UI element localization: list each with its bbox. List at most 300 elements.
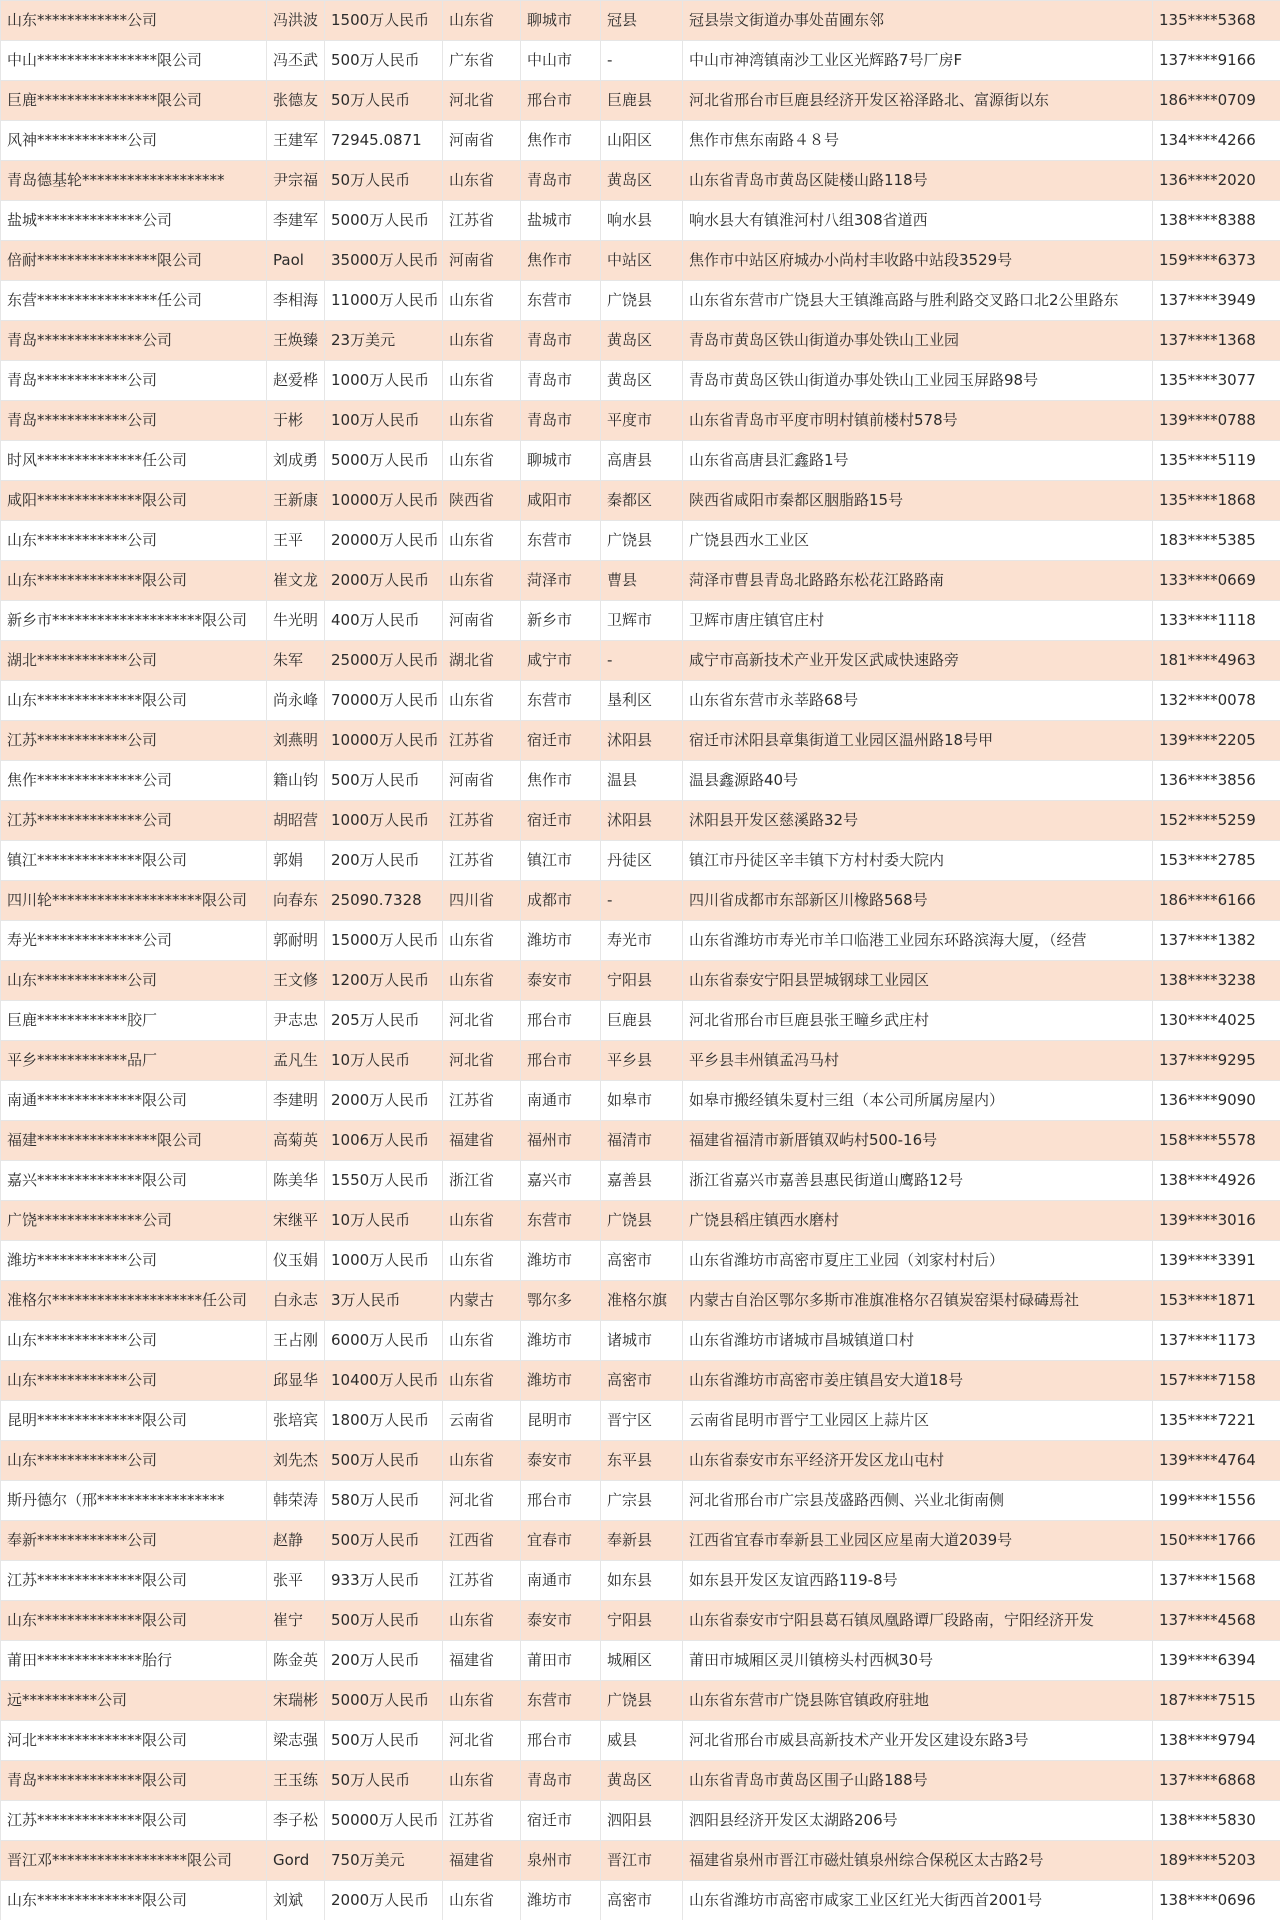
district-cell: 黄岛区 xyxy=(601,361,683,401)
district-cell: 威县 xyxy=(601,1721,683,1761)
city-cell: 昆明市 xyxy=(521,1401,601,1441)
company-name-cell: 湖北************公司 xyxy=(1,641,267,681)
registered-capital-cell: 35000万人民币 xyxy=(325,241,443,281)
phone-cell: 138****4926 xyxy=(1153,1161,1280,1201)
company-name-cell: 嘉兴**************限公司 xyxy=(1,1161,267,1201)
address-cell: 云南省昆明市晋宁工业园区上蒜片区 xyxy=(683,1401,1153,1441)
phone-cell: 135****7221 xyxy=(1153,1401,1280,1441)
district-cell: 秦都区 xyxy=(601,481,683,521)
address-cell: 焦作市中站区府城办小尚村丰收路中站段3529号 xyxy=(683,241,1153,281)
table-row xyxy=(1,1721,1280,1761)
registered-capital-cell: 200万人民币 xyxy=(325,841,443,881)
address-cell: 山东省泰安市东平经济开发区龙山屯村 xyxy=(683,1441,1153,1481)
legal-rep-cell: 冯洪波 xyxy=(267,1,325,41)
district-cell: 巨鹿县 xyxy=(601,1001,683,1041)
legal-rep-cell: 张培宾 xyxy=(267,1401,325,1441)
city-cell: 南通市 xyxy=(521,1081,601,1121)
city-cell: 咸宁市 xyxy=(521,641,601,681)
province-cell: 河北省 xyxy=(443,1721,521,1761)
registered-capital-cell: 1000万人民币 xyxy=(325,361,443,401)
legal-rep-cell: 陈美华 xyxy=(267,1161,325,1201)
address-cell: 咸宁市高新技术产业开发区武咸快速路旁 xyxy=(683,641,1153,681)
company-name-cell: 江苏**************限公司 xyxy=(1,1561,267,1601)
city-cell: 东营市 xyxy=(521,281,601,321)
address-cell: 莆田市城厢区灵川镇榜头村西枫30号 xyxy=(683,1641,1153,1681)
province-cell: 福建省 xyxy=(443,1121,521,1161)
company-name-cell: 晋江邓******************限公司 xyxy=(1,1841,267,1881)
phone-cell: 181****4963 xyxy=(1153,641,1280,681)
district-cell: 晋宁区 xyxy=(601,1401,683,1441)
province-cell: 山东省 xyxy=(443,441,521,481)
address-cell: 福建省泉州市晋江市磁灶镇泉州综合保税区太古路2号 xyxy=(683,1841,1153,1881)
address-cell: 河北省邢台市巨鹿县经济开发区裕泽路北、富源街以东 xyxy=(683,81,1153,121)
legal-rep-cell: Paol xyxy=(267,241,325,281)
province-cell: 山东省 xyxy=(443,361,521,401)
registered-capital-cell: 1000万人民币 xyxy=(325,801,443,841)
phone-cell: 153****1871 xyxy=(1153,1281,1280,1321)
registered-capital-cell: 50万人民币 xyxy=(325,81,443,121)
phone-cell: 137****1568 xyxy=(1153,1561,1280,1601)
phone-cell: 136****9090 xyxy=(1153,1081,1280,1121)
district-cell: 诸城市 xyxy=(601,1321,683,1361)
phone-cell: 134****4266 xyxy=(1153,121,1280,161)
registered-capital-cell: 72945.0871 xyxy=(325,121,443,161)
registered-capital-cell: 1800万人民币 xyxy=(325,1401,443,1441)
company-name-cell: 巨鹿****************限公司 xyxy=(1,81,267,121)
table-row xyxy=(1,881,1280,921)
registered-capital-cell: 3万人民币 xyxy=(325,1281,443,1321)
district-cell: - xyxy=(601,881,683,921)
province-cell: 山东省 xyxy=(443,161,521,201)
company-name-cell: 山东**************限公司 xyxy=(1,561,267,601)
district-cell: 福清市 xyxy=(601,1121,683,1161)
city-cell: 鄂尔多 xyxy=(521,1281,601,1321)
table-row xyxy=(1,1361,1280,1401)
company-name-cell: 青岛************公司 xyxy=(1,361,267,401)
city-cell: 福州市 xyxy=(521,1121,601,1161)
city-cell: 焦作市 xyxy=(521,121,601,161)
registered-capital-cell: 6000万人民币 xyxy=(325,1321,443,1361)
company-name-cell: 倍耐****************限公司 xyxy=(1,241,267,281)
address-cell: 冠县崇文街道办事处苗圃东邻 xyxy=(683,1,1153,41)
province-cell: 河南省 xyxy=(443,761,521,801)
address-cell: 山东省潍坊市高密市夏庄工业园（刘家村村后） xyxy=(683,1241,1153,1281)
address-cell: 响水县大有镇淮河村八组308省道西 xyxy=(683,201,1153,241)
phone-cell: 189****5203 xyxy=(1153,1841,1280,1881)
legal-rep-cell: 尚永峰 xyxy=(267,681,325,721)
phone-cell: 139****3016 xyxy=(1153,1201,1280,1241)
city-cell: 邢台市 xyxy=(521,81,601,121)
registered-capital-cell: 10000万人民币 xyxy=(325,721,443,761)
table-row xyxy=(1,1841,1280,1881)
address-cell: 河北省邢台市威县高新技术产业开发区建设东路3号 xyxy=(683,1721,1153,1761)
province-cell: 山东省 xyxy=(443,1601,521,1641)
district-cell: 如皋市 xyxy=(601,1081,683,1121)
city-cell: 青岛市 xyxy=(521,361,601,401)
province-cell: 山东省 xyxy=(443,521,521,561)
district-cell: 广宗县 xyxy=(601,1481,683,1521)
district-cell: 温县 xyxy=(601,761,683,801)
address-cell: 宿迁市沭阳县章集街道工业园区温州路18号甲 xyxy=(683,721,1153,761)
city-cell: 嘉兴市 xyxy=(521,1161,601,1201)
city-cell: 菏泽市 xyxy=(521,561,601,601)
province-cell: 江苏省 xyxy=(443,841,521,881)
company-name-cell: 青岛**************公司 xyxy=(1,321,267,361)
table-row xyxy=(1,481,1280,521)
phone-cell: 157****7158 xyxy=(1153,1361,1280,1401)
province-cell: 内蒙古 xyxy=(443,1281,521,1321)
registered-capital-cell: 15000万人民币 xyxy=(325,921,443,961)
legal-rep-cell: 王玉练 xyxy=(267,1761,325,1801)
district-cell: 中站区 xyxy=(601,241,683,281)
company-name-cell: 山东**************限公司 xyxy=(1,1881,267,1920)
legal-rep-cell: 王平 xyxy=(267,521,325,561)
district-cell: 准格尔旗 xyxy=(601,1281,683,1321)
province-cell: 浙江省 xyxy=(443,1161,521,1201)
province-cell: 江苏省 xyxy=(443,721,521,761)
phone-cell: 153****2785 xyxy=(1153,841,1280,881)
address-cell: 沭阳县开发区慈溪路32号 xyxy=(683,801,1153,841)
table-row xyxy=(1,1161,1280,1201)
registered-capital-cell: 2000万人民币 xyxy=(325,561,443,601)
address-cell: 山东省潍坊市高密市姜庄镇昌安大道18号 xyxy=(683,1361,1153,1401)
city-cell: 邢台市 xyxy=(521,1001,601,1041)
registered-capital-cell: 1006万人民币 xyxy=(325,1121,443,1161)
district-cell: 城厢区 xyxy=(601,1641,683,1681)
legal-rep-cell: 王焕臻 xyxy=(267,321,325,361)
registered-capital-cell: 205万人民币 xyxy=(325,1001,443,1041)
city-cell: 青岛市 xyxy=(521,1761,601,1801)
company-name-cell: 江苏**************公司 xyxy=(1,801,267,841)
district-cell: 宁阳县 xyxy=(601,1601,683,1641)
phone-cell: 139****0788 xyxy=(1153,401,1280,441)
city-cell: 青岛市 xyxy=(521,161,601,201)
province-cell: 山东省 xyxy=(443,1681,521,1721)
province-cell: 山东省 xyxy=(443,1201,521,1241)
registered-capital-cell: 500万人民币 xyxy=(325,41,443,81)
district-cell: 黄岛区 xyxy=(601,161,683,201)
registered-capital-cell: 23万美元 xyxy=(325,321,443,361)
city-cell: 中山市 xyxy=(521,41,601,81)
province-cell: 河南省 xyxy=(443,241,521,281)
company-name-cell: 远**********公司 xyxy=(1,1681,267,1721)
city-cell: 咸阳市 xyxy=(521,481,601,521)
address-cell: 河北省邢台市巨鹿县张王疃乡武庄村 xyxy=(683,1001,1153,1041)
company-name-cell: 巨鹿************胶厂 xyxy=(1,1001,267,1041)
province-cell: 山东省 xyxy=(443,681,521,721)
table-row xyxy=(1,761,1280,801)
province-cell: 山东省 xyxy=(443,961,521,1001)
company-name-cell: 东营****************任公司 xyxy=(1,281,267,321)
district-cell: 黄岛区 xyxy=(601,321,683,361)
phone-cell: 183****5385 xyxy=(1153,521,1280,561)
company-name-cell: 山东************公司 xyxy=(1,521,267,561)
legal-rep-cell: 刘斌 xyxy=(267,1881,325,1920)
table-row xyxy=(1,1281,1280,1321)
province-cell: 山东省 xyxy=(443,1761,521,1801)
registered-capital-cell: 20000万人民币 xyxy=(325,521,443,561)
city-cell: 泰安市 xyxy=(521,1601,601,1641)
city-cell: 焦作市 xyxy=(521,241,601,281)
city-cell: 镇江市 xyxy=(521,841,601,881)
address-cell: 山东省泰安市宁阳县葛石镇凤凰路谭厂段路南，宁阳经济开发 xyxy=(683,1601,1153,1641)
address-cell: 浙江省嘉兴市嘉善县惠民街道山鹰路12号 xyxy=(683,1161,1153,1201)
address-cell: 山东省青岛市黄岛区围子山路188号 xyxy=(683,1761,1153,1801)
registered-capital-cell: 500万人民币 xyxy=(325,1601,443,1641)
company-name-cell: 咸阳**************限公司 xyxy=(1,481,267,521)
table-row xyxy=(1,321,1280,361)
district-cell: 高密市 xyxy=(601,1881,683,1920)
registered-capital-cell: 500万人民币 xyxy=(325,1721,443,1761)
table-row xyxy=(1,1481,1280,1521)
phone-cell: 130****4025 xyxy=(1153,1001,1280,1041)
address-cell: 平乡县丰州镇孟冯马村 xyxy=(683,1041,1153,1081)
city-cell: 莆田市 xyxy=(521,1641,601,1681)
city-cell: 南通市 xyxy=(521,1561,601,1601)
legal-rep-cell: 崔宁 xyxy=(267,1601,325,1641)
district-cell: - xyxy=(601,641,683,681)
table-row xyxy=(1,1601,1280,1641)
company-name-cell: 山东************公司 xyxy=(1,1,267,41)
phone-cell: 138****9794 xyxy=(1153,1721,1280,1761)
table-row xyxy=(1,641,1280,681)
legal-rep-cell: 郭耐明 xyxy=(267,921,325,961)
address-cell: 山东省潍坊市寿光市羊口临港工业园东环路滨海大厦，（经营 xyxy=(683,921,1153,961)
city-cell: 宿迁市 xyxy=(521,721,601,761)
registered-capital-cell: 1000万人民币 xyxy=(325,1241,443,1281)
phone-cell: 135****3077 xyxy=(1153,361,1280,401)
company-name-cell: 山东************公司 xyxy=(1,961,267,1001)
district-cell: 广饶县 xyxy=(601,281,683,321)
province-cell: 山东省 xyxy=(443,1361,521,1401)
province-cell: 山东省 xyxy=(443,921,521,961)
legal-rep-cell: 孟凡生 xyxy=(267,1041,325,1081)
district-cell: 晋江市 xyxy=(601,1841,683,1881)
address-cell: 镇江市丹徒区辛丰镇下方村村委大院内 xyxy=(683,841,1153,881)
legal-rep-cell: 韩荣涛 xyxy=(267,1481,325,1521)
company-name-cell: 江苏************公司 xyxy=(1,721,267,761)
province-cell: 四川省 xyxy=(443,881,521,921)
legal-rep-cell: 刘成勇 xyxy=(267,441,325,481)
district-cell: 平度市 xyxy=(601,401,683,441)
city-cell: 焦作市 xyxy=(521,761,601,801)
legal-rep-cell: 胡昭营 xyxy=(267,801,325,841)
company-name-cell: 青岛德基轮******************* xyxy=(1,161,267,201)
registered-capital-cell: 580万人民币 xyxy=(325,1481,443,1521)
province-cell: 河北省 xyxy=(443,1001,521,1041)
province-cell: 湖北省 xyxy=(443,641,521,681)
phone-cell: 186****6166 xyxy=(1153,881,1280,921)
phone-cell: 135****1868 xyxy=(1153,481,1280,521)
province-cell: 山东省 xyxy=(443,561,521,601)
legal-rep-cell: 崔文龙 xyxy=(267,561,325,601)
table-row xyxy=(1,361,1280,401)
province-cell: 福建省 xyxy=(443,1641,521,1681)
province-cell: 江西省 xyxy=(443,1521,521,1561)
legal-rep-cell: 张平 xyxy=(267,1561,325,1601)
table-row xyxy=(1,1761,1280,1801)
address-cell: 如东县开发区友谊西路119-8号 xyxy=(683,1561,1153,1601)
phone-cell: 137****9295 xyxy=(1153,1041,1280,1081)
district-cell: 高密市 xyxy=(601,1361,683,1401)
phone-cell: 137****1382 xyxy=(1153,921,1280,961)
company-name-cell: 青岛**************限公司 xyxy=(1,1761,267,1801)
legal-rep-cell: Gord xyxy=(267,1841,325,1881)
province-cell: 山东省 xyxy=(443,1881,521,1920)
table-row xyxy=(1,81,1280,121)
legal-rep-cell: 于彬 xyxy=(267,401,325,441)
city-cell: 潍坊市 xyxy=(521,1321,601,1361)
table-row xyxy=(1,1401,1280,1441)
table-row xyxy=(1,841,1280,881)
company-name-cell: 寿光**************公司 xyxy=(1,921,267,961)
province-cell: 山东省 xyxy=(443,401,521,441)
company-name-cell: 山东************公司 xyxy=(1,1361,267,1401)
phone-cell: 139****2205 xyxy=(1153,721,1280,761)
district-cell: 曹县 xyxy=(601,561,683,601)
province-cell: 河北省 xyxy=(443,81,521,121)
table-row xyxy=(1,1881,1280,1920)
phone-cell: 137****9166 xyxy=(1153,41,1280,81)
district-cell: 山阳区 xyxy=(601,121,683,161)
province-cell: 广东省 xyxy=(443,41,521,81)
city-cell: 潍坊市 xyxy=(521,921,601,961)
phone-cell: 138****3238 xyxy=(1153,961,1280,1001)
address-cell: 山东省潍坊市高密市咸家工业区红光大街西首2001号 xyxy=(683,1881,1153,1920)
address-cell: 菏泽市曹县青岛北路路东松花江路路南 xyxy=(683,561,1153,601)
province-cell: 江苏省 xyxy=(443,201,521,241)
district-cell: 冠县 xyxy=(601,1,683,41)
phone-cell: 152****5259 xyxy=(1153,801,1280,841)
table-row xyxy=(1,721,1280,761)
table-row xyxy=(1,681,1280,721)
table-row xyxy=(1,281,1280,321)
legal-rep-cell: 刘燕明 xyxy=(267,721,325,761)
district-cell: 广饶县 xyxy=(601,1201,683,1241)
city-cell: 新乡市 xyxy=(521,601,601,641)
company-name-cell: 新乡市********************限公司 xyxy=(1,601,267,641)
district-cell: 黄岛区 xyxy=(601,1761,683,1801)
registered-capital-cell: 25090.7328 xyxy=(325,881,443,921)
province-cell: 山东省 xyxy=(443,1241,521,1281)
company-name-cell: 昆明**************限公司 xyxy=(1,1401,267,1441)
registered-capital-cell: 750万美元 xyxy=(325,1841,443,1881)
city-cell: 泰安市 xyxy=(521,961,601,1001)
province-cell: 山东省 xyxy=(443,1321,521,1361)
table-row xyxy=(1,1321,1280,1361)
phone-cell: 137****1368 xyxy=(1153,321,1280,361)
phone-cell: 138****8388 xyxy=(1153,201,1280,241)
city-cell: 聊城市 xyxy=(521,441,601,481)
company-name-cell: 莆田**************胎行 xyxy=(1,1641,267,1681)
province-cell: 云南省 xyxy=(443,1401,521,1441)
province-cell: 福建省 xyxy=(443,1841,521,1881)
city-cell: 青岛市 xyxy=(521,321,601,361)
legal-rep-cell: 尹宗福 xyxy=(267,161,325,201)
district-cell: 广饶县 xyxy=(601,1681,683,1721)
legal-rep-cell: 向春东 xyxy=(267,881,325,921)
province-cell: 山东省 xyxy=(443,281,521,321)
company-name-cell: 山东************公司 xyxy=(1,1321,267,1361)
city-cell: 潍坊市 xyxy=(521,1241,601,1281)
legal-rep-cell: 朱军 xyxy=(267,641,325,681)
legal-rep-cell: 王新康 xyxy=(267,481,325,521)
table-row xyxy=(1,1121,1280,1161)
registered-capital-cell: 1200万人民币 xyxy=(325,961,443,1001)
province-cell: 江苏省 xyxy=(443,1561,521,1601)
legal-rep-cell: 赵静 xyxy=(267,1521,325,1561)
company-name-cell: 镇江**************限公司 xyxy=(1,841,267,881)
company-name-cell: 斯丹德尔（邢***************** xyxy=(1,1481,267,1521)
city-cell: 东营市 xyxy=(521,681,601,721)
address-cell: 山东省青岛市平度市明村镇前楼村578号 xyxy=(683,401,1153,441)
registered-capital-cell: 2000万人民币 xyxy=(325,1881,443,1920)
company-name-cell: 山东**************限公司 xyxy=(1,681,267,721)
registered-capital-cell: 200万人民币 xyxy=(325,1641,443,1681)
registered-capital-cell: 933万人民币 xyxy=(325,1561,443,1601)
city-cell: 泰安市 xyxy=(521,1441,601,1481)
table-row xyxy=(1,1041,1280,1081)
registered-capital-cell: 50万人民币 xyxy=(325,1761,443,1801)
address-cell: 温县鑫源路40号 xyxy=(683,761,1153,801)
address-cell: 内蒙古自治区鄂尔多斯市准旗准格尔召镇炭窑渠村碌碡焉社 xyxy=(683,1281,1153,1321)
city-cell: 泉州市 xyxy=(521,1841,601,1881)
phone-cell: 135****5368 xyxy=(1153,1,1280,41)
company-name-cell: 风神************公司 xyxy=(1,121,267,161)
company-name-cell: 山东**************限公司 xyxy=(1,1601,267,1641)
registered-capital-cell: 5000万人民币 xyxy=(325,201,443,241)
registered-capital-cell: 50万人民币 xyxy=(325,161,443,201)
legal-rep-cell: 宋继平 xyxy=(267,1201,325,1241)
registered-capital-cell: 2000万人民币 xyxy=(325,1081,443,1121)
district-cell: 丹徒区 xyxy=(601,841,683,881)
city-cell: 潍坊市 xyxy=(521,1881,601,1920)
district-cell: 宁阳县 xyxy=(601,961,683,1001)
table-row xyxy=(1,1001,1280,1041)
city-cell: 宿迁市 xyxy=(521,801,601,841)
legal-rep-cell: 陈金英 xyxy=(267,1641,325,1681)
table-row xyxy=(1,1521,1280,1561)
table-row xyxy=(1,441,1280,481)
table-row xyxy=(1,1801,1280,1841)
district-cell: 垦利区 xyxy=(601,681,683,721)
address-cell: 山东省青岛市黄岛区陡楼山路118号 xyxy=(683,161,1153,201)
registered-capital-cell: 100万人民币 xyxy=(325,401,443,441)
province-cell: 江苏省 xyxy=(443,801,521,841)
district-cell: 沭阳县 xyxy=(601,721,683,761)
phone-cell: 133****0669 xyxy=(1153,561,1280,601)
registered-capital-cell: 500万人民币 xyxy=(325,1441,443,1481)
phone-cell: 186****0709 xyxy=(1153,81,1280,121)
table-row xyxy=(1,1681,1280,1721)
legal-rep-cell: 刘先杰 xyxy=(267,1441,325,1481)
legal-rep-cell: 尹志忠 xyxy=(267,1001,325,1041)
phone-cell: 139****4764 xyxy=(1153,1441,1280,1481)
company-table-body xyxy=(1,1,1280,1920)
address-cell: 江西省宜春市奉新县工业园区应星南大道2039号 xyxy=(683,1521,1153,1561)
legal-rep-cell: 李建明 xyxy=(267,1081,325,1121)
district-cell: 广饶县 xyxy=(601,521,683,561)
company-name-cell: 广饶**************公司 xyxy=(1,1201,267,1241)
table-row xyxy=(1,121,1280,161)
table-row xyxy=(1,801,1280,841)
address-cell: 泗阳县经济开发区太湖路206号 xyxy=(683,1801,1153,1841)
registered-capital-cell: 500万人民币 xyxy=(325,1521,443,1561)
phone-cell: 187****7515 xyxy=(1153,1681,1280,1721)
phone-cell: 133****1118 xyxy=(1153,601,1280,641)
province-cell: 山东省 xyxy=(443,321,521,361)
legal-rep-cell: 高菊英 xyxy=(267,1121,325,1161)
